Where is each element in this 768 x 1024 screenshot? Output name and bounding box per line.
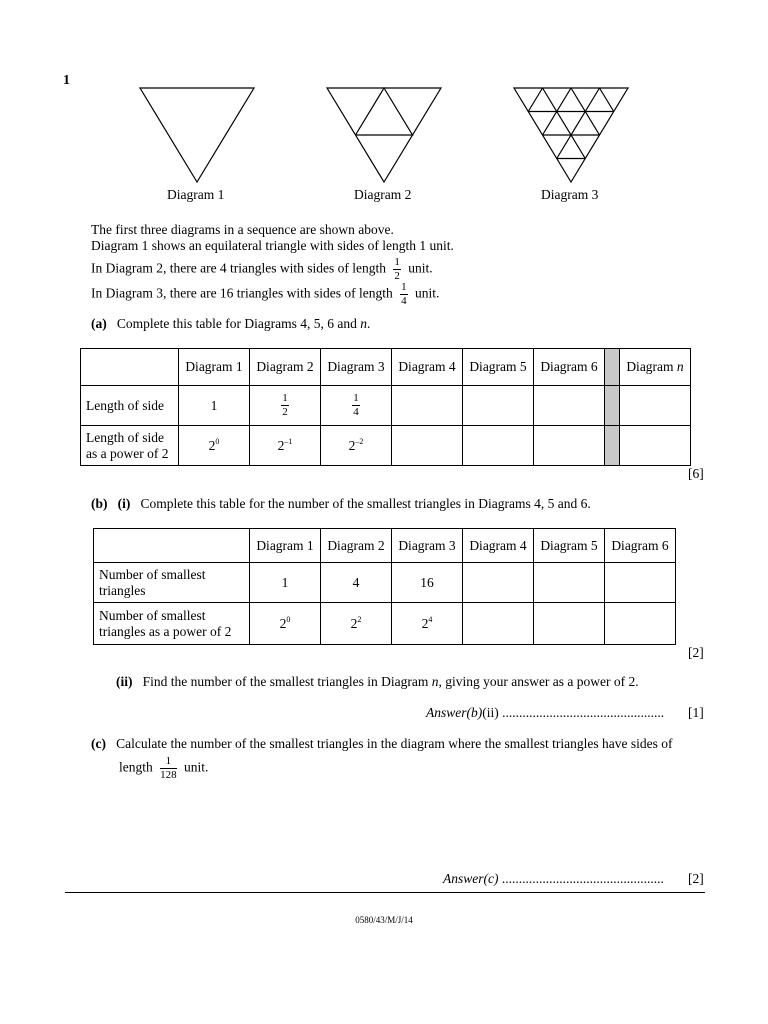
- answer-b-ii-line[interactable]: Answer(b)(ii) ................................................: [426, 705, 665, 720]
- part-a-prompt: (a) Complete this table for Diagrams 4, 5, 6 and n.: [91, 316, 371, 331]
- table-a-cell: $\frac{1}{2}$: [250, 386, 321, 426]
- table-b-cell: $2^2$: [321, 603, 392, 645]
- table-a-answer-cell[interactable]: [392, 426, 463, 466]
- table-b-cell: 1: [250, 563, 321, 603]
- footer-rule: [65, 892, 705, 893]
- intro-line4-unit: unit.: [415, 285, 440, 301]
- table-b-answer-cell[interactable]: [463, 563, 534, 603]
- table-b-row-count: [94, 563, 676, 603]
- part-b-ii-prompt: (ii) Find the number of the smallest triangles in Diagram n, giving your answer as a power of 2.: [116, 674, 639, 689]
- part-a-n: n: [360, 316, 367, 331]
- table-b-header: Diagram 3: [392, 529, 463, 563]
- table-a-header: Diagram 3: [321, 349, 392, 386]
- diagram2-label: Diagram 2: [354, 187, 412, 202]
- answer-c-dots[interactable]: ................................................: [501, 871, 664, 886]
- table-a: [80, 348, 691, 466]
- answer-c-line[interactable]: [443, 871, 664, 887]
- table-a-header: Diagram 5: [463, 349, 534, 386]
- table-b-row-label: Number of smallest triangles as a power of 2: [94, 603, 250, 645]
- table-a-corner: [81, 349, 179, 386]
- part-b-i-prompt: [91, 496, 591, 512]
- question-number: 1: [63, 73, 70, 88]
- intro-line1: The first three diagrams in a sequence are shown above.: [91, 222, 394, 237]
- part-a-marks: [6]: [688, 466, 704, 481]
- table-a-header: Diagram 1: [179, 349, 250, 386]
- intro-line3-text: In Diagram 2, there are 4 triangles with sides of length: [91, 260, 387, 276]
- part-c-text: Calculate the number of the smallest triangles in the diagram where the smallest triangles have sides of: [116, 736, 673, 751]
- table-a-cell: $2^{-2}$: [321, 426, 392, 466]
- table-b-cell: 16: [392, 563, 463, 603]
- part-c-prompt-line2: [119, 756, 208, 781]
- table-a-answer-cell[interactable]: [534, 386, 605, 426]
- table-b-cell: $2^0$: [250, 603, 321, 645]
- table-a-cell: $2^0$: [179, 426, 250, 466]
- table-a-answer-cell[interactable]: [620, 386, 691, 426]
- part-c-length: length: [119, 759, 153, 775]
- diagram3-triangles: [514, 88, 628, 182]
- table-b-header-row: [94, 529, 676, 563]
- intro-line3-unit: unit.: [408, 260, 433, 276]
- table-a-header-row: [81, 349, 691, 386]
- table-b-cell: 4: [321, 563, 392, 603]
- table-b-answer-cell[interactable]: [605, 563, 676, 603]
- table-b: [93, 528, 676, 645]
- table-a-header-n: Diagram n: [620, 349, 691, 386]
- table-a-answer-cell[interactable]: [534, 426, 605, 466]
- part-b-i-label: (i): [117, 496, 131, 511]
- intro-line4: [91, 282, 439, 307]
- table-a-cell: $2^{-1}$: [250, 426, 321, 466]
- table-b-header: Diagram 4: [463, 529, 534, 563]
- fraction-1-128: $\frac{1}{128}$: [160, 755, 177, 781]
- intro-line3: [91, 257, 433, 282]
- fraction-half: $\frac{1}{2}$: [394, 256, 400, 282]
- table-a-answer-cell[interactable]: [463, 386, 534, 426]
- diagram2-triangles: [327, 88, 441, 182]
- table-a-answer-cell[interactable]: [620, 426, 691, 466]
- part-b-ii-text: Find the number of the smallest triangles in Diagram: [142, 674, 429, 689]
- part-c-prompt: [91, 736, 672, 752]
- table-b-corner: [94, 529, 250, 563]
- footer-code: 0580/43/M/J/14: [355, 915, 413, 925]
- answer-b-ii-dots[interactable]: ................................................: [502, 705, 665, 720]
- part-b-ii-n: n: [431, 674, 439, 689]
- table-a-shaded-gap: [605, 349, 620, 386]
- table-b-header: Diagram 1: [250, 529, 321, 563]
- table-b-row-power: [94, 603, 676, 645]
- table-a-answer-cell[interactable]: [392, 386, 463, 426]
- part-a-label: (a): [91, 316, 107, 331]
- table-a-shaded-gap: [605, 426, 620, 466]
- table-b-header: Diagram 2: [321, 529, 392, 563]
- part-c-marks: [2]: [688, 871, 704, 886]
- table-a-shaded-gap: [605, 386, 620, 426]
- table-b-answer-cell[interactable]: [463, 603, 534, 645]
- table-a-answer-cell[interactable]: [463, 426, 534, 466]
- table-b-cell: $2^4$: [392, 603, 463, 645]
- part-a-text: Complete this table for Diagrams 4, 5, 6 and: [116, 316, 357, 331]
- part-c-label: (c): [91, 736, 106, 751]
- answer-b-ii-label: Answer(b): [426, 705, 483, 720]
- table-a-row-power: [81, 426, 691, 466]
- table-a-header: Diagram 2: [250, 349, 321, 386]
- part-b-ii-label: (ii): [116, 674, 133, 689]
- diagram1-label: Diagram 1: [167, 187, 225, 202]
- table-a-header: Diagram 6: [534, 349, 605, 386]
- table-b-row-label: Number of smallest triangles: [94, 563, 250, 603]
- intro-line4-text: In Diagram 3, there are 16 triangles with sides of length: [91, 285, 393, 301]
- table-a-cell: 1: [179, 386, 250, 426]
- diagram1-triangle: [140, 88, 254, 182]
- part-b-i-marks: [2]: [688, 645, 704, 660]
- part-b-ii-marks: [1]: [688, 705, 704, 720]
- table-b-answer-cell[interactable]: [534, 563, 605, 603]
- table-a-cell: $\frac{1}{4}$: [321, 386, 392, 426]
- table-b-header: Diagram 6: [605, 529, 676, 563]
- table-a-row-label: Length of side: [81, 386, 179, 426]
- diagram3-label: Diagram 3: [541, 187, 599, 202]
- table-a-row-length: [81, 386, 691, 426]
- part-b-label: (b): [91, 496, 108, 511]
- table-a-header: Diagram 4: [392, 349, 463, 386]
- part-c-unit: unit.: [184, 759, 209, 775]
- intro-line2: Diagram 1 shows an equilateral triangle with sides of length 1 unit.: [91, 238, 454, 253]
- part-b-i-text: Complete this table for the number of the smallest triangles in Diagrams 4, 5 and 6.: [140, 496, 591, 511]
- table-b-header: Diagram 5: [534, 529, 605, 563]
- triangle-diagrams-figure: [0, 0, 768, 200]
- table-a-row-label: Length of side as a power of 2: [81, 426, 179, 466]
- table-b-answer-cell[interactable]: [605, 603, 676, 645]
- answer-c-label: Answer(c): [443, 871, 499, 886]
- table-b-answer-cell[interactable]: [534, 603, 605, 645]
- fraction-quarter: $\frac{1}{4}$: [401, 281, 407, 307]
